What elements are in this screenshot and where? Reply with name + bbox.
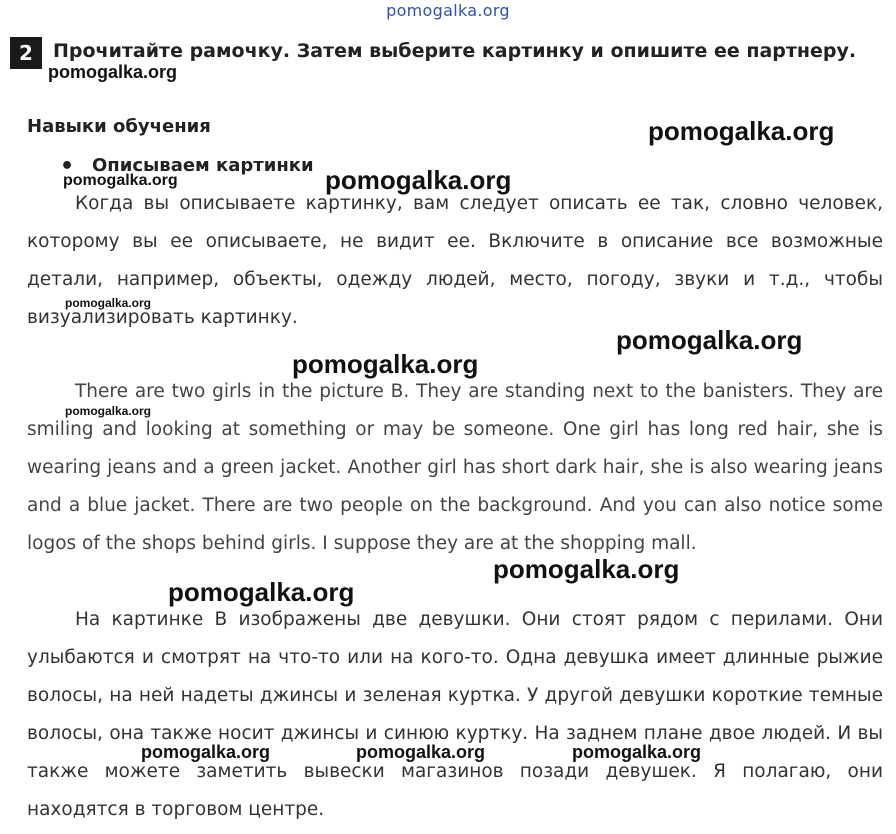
watermark: pomogalka.org (168, 577, 355, 607)
watermark: pomogalka.org (292, 349, 479, 379)
watermark: pomogalka.org (616, 325, 803, 355)
bullet-dot: • (60, 154, 75, 179)
watermark: pomogalka.org (572, 742, 702, 762)
watermark: pomogalka.org (325, 165, 512, 195)
task-title: Прочитайте рамочку. Затем выберите картинку и опишите ее партнеру. (53, 40, 857, 62)
section-heading: Навыки обучения (27, 116, 211, 137)
bullet-heading: Описываем картинки (92, 155, 314, 176)
watermark: pomogalka.org (65, 296, 152, 310)
top-watermark: pomogalka.org (386, 1, 510, 20)
paragraph-instructions: Когда вы описываете картинку, вам следует описать ее так, словно человек, которому вы ее описываете, не видит ее. Включите в описание все возможные детали, например, объекты, одежду людей, место, погоду, звуки и т.д., чтобы визуализировать картинку. (27, 193, 883, 328)
paragraph-russian: На картинке В изображены две девушки. Они стоят рядом с перилами. Они улыбаются и смотрят на что-то или на кого-то. Одна девушка имеет длинные рыжие волосы, на ней надеты джинсы и зеленая куртка. У другой девушки короткие темные волосы, она также носит джинсы и синюю куртку. На заднем плане двое людей. И вы также можете заметить вывески магазинов позади девушек. Я полагаю, они находятся в торговом центре. (27, 609, 883, 820)
watermark: pomogalka.org (648, 116, 835, 146)
paragraph-english: There are two girls in the picture B. They are standing next to the banisters. They are smiling and looking at something or may be someone. One girl has long red hair, she is wearing jeans and a green jacket. Another girl has short dark hair, she is also wearing jeans and a blue jacket. There are two people on the background. And you can also notice some logos of the shops behind girls. I suppose they are at the shopping mall. (27, 381, 883, 554)
watermark: pomogalka.org (48, 62, 178, 82)
watermark: pomogalka.org (63, 172, 178, 189)
watermark: pomogalka.org (65, 404, 152, 418)
watermark: pomogalka.org (141, 742, 271, 762)
watermark: pomogalka.org (493, 554, 680, 584)
watermark: pomogalka.org (356, 742, 486, 762)
task-number-badge: 2 (10, 37, 42, 69)
